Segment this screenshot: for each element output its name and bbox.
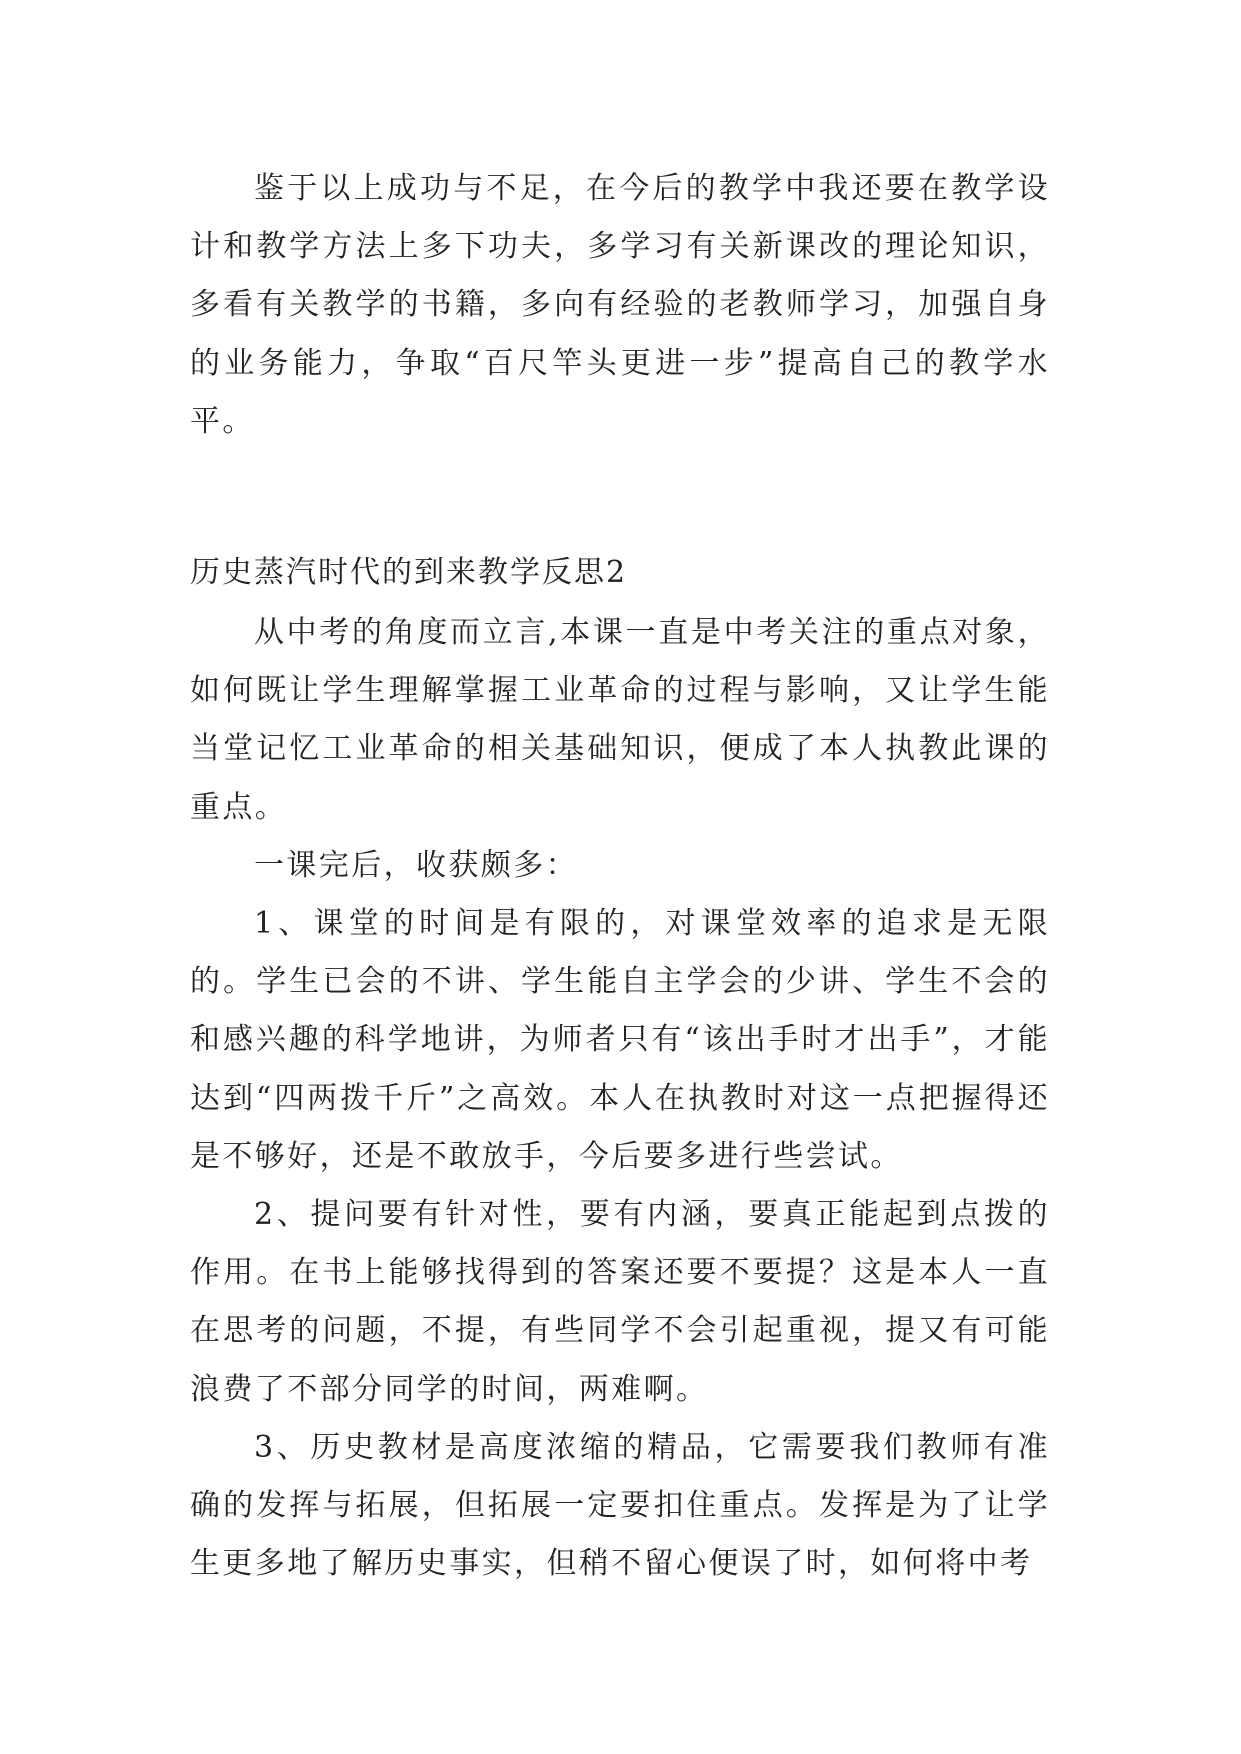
body-paragraph: 从中考的角度而立言,本课一直是中考关注的重点对象，如何既让学生理解掌握工业革命的过程与影响，又让学生能当堂记忆工业革命的相关基础知识，便成了本人执教此课的重点。 [190, 615, 1050, 825]
document-page [190, 160, 1050, 1593]
intro-paragraph: 鉴于以上成功与不足，在今后的教学中我还要在教学设计和教学方法上多下功夫，多学习有关新课改的理论知识，多看有关教学的书籍，多向有经验的老教师学习，加强自身的业务能力，争取“百尺竿头更进一步”提高自己的教学水平。 [190, 171, 1050, 439]
body-paragraph: 一课完后，收获颇多： [254, 847, 578, 883]
section-title: 历史蒸汽时代的到来教学反思2 [190, 555, 628, 591]
body-paragraph: 2、提问要有针对性，要有内涵，要真正能起到点拨的作用。在书上能够找得到的答案还要不要提？这是本人一直在思考的问题，不提，有些同学不会引起重视，提又有可能浪费了不部分同学的时间，两难啊。 [190, 1197, 1050, 1407]
body-paragraph: 3、历史教材是高度浓缩的精品，它需要我们教师有准确的发挥与拓展，但拓展一定要扣住重点。发挥是为了让学生更多地了解历史事实，但稍不留心便误了时，如何将中考 [190, 1429, 1050, 1582]
body-paragraph: 1、课堂的时间是有限的，对课堂效率的追求是无限的。学生已会的不讲、学生能自主学会的少讲、学生不会的和感兴趣的科学地讲，为师者只有“该出手时才出手”，才能达到“四两拨千斤”之高效。本人在执教时对这一点把握得还是不够好，还是不敢放手，今后要多进行些尝试。 [190, 906, 1050, 1174]
